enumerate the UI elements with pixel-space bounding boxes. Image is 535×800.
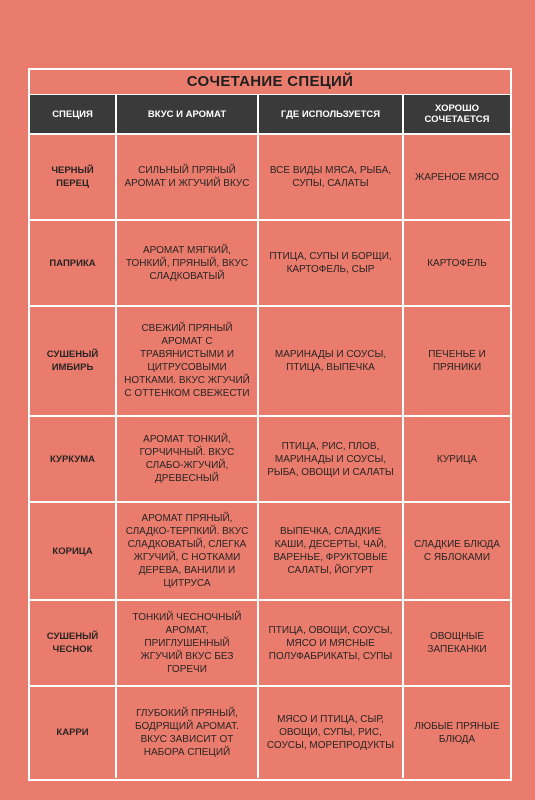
usage-cell: ПТИЦА, ОВОЩИ, СОУСЫ, МЯСО И МЯСНЫЕ ПОЛУФАБРИКАТЫ, СУПЫ bbox=[258, 600, 403, 686]
spice-name: КУРКУМА bbox=[30, 416, 116, 502]
table-row bbox=[30, 416, 510, 502]
spice-name: ЧЕРНЫЙ ПЕРЕЦ bbox=[30, 134, 116, 220]
pairs-cell: ПЕЧЕНЬЕ И ПРЯНИКИ bbox=[403, 306, 510, 416]
table-row bbox=[30, 686, 510, 778]
taste-cell: ТОНКИЙ ЧЕСНОЧНЫЙ АРОМАТ, ПРИГЛУШЕННЫЙ ЖГУЧИЙ ВКУС БЕЗ ГОРЕЧИ bbox=[116, 600, 258, 686]
table-row bbox=[30, 134, 510, 220]
usage-cell: ПТИЦА, РИС, ПЛОВ, МАРИНАДЫ И СОУСЫ, РЫБА, ОВОЩИ И САЛАТЫ bbox=[258, 416, 403, 502]
header-row bbox=[30, 95, 510, 134]
table-row bbox=[30, 220, 510, 306]
usage-cell: МЯСО И ПТИЦА, СЫР, ОВОЩИ, СУПЫ, РИС, СОУСЫ, МОРЕПРОДУКТЫ bbox=[258, 686, 403, 778]
taste-cell: СВЕЖИЙ ПРЯНЫЙ АРОМАТ С ТРАВЯНИСТЫМИ И ЦИТРУСОВЫМИ НОТКАМИ. ВКУС ЖГУЧИЙ С ОТТЕНКОМ СВЕЖЕСТИ bbox=[116, 306, 258, 416]
spice-table bbox=[30, 95, 510, 778]
pairs-cell: ЖАРЕНОЕ МЯСО bbox=[403, 134, 510, 220]
spice-name: КОРИЦА bbox=[30, 502, 116, 600]
spice-name: СУШЕНЫЙ ИМБИРЬ bbox=[30, 306, 116, 416]
taste-cell: АРОМАТ МЯГКИЙ, ТОНКИЙ, ПРЯНЫЙ, ВКУС СЛАДКОВАТЫЙ bbox=[116, 220, 258, 306]
usage-cell: ВЫПЕЧКА, СЛАДКИЕ КАШИ, ДЕСЕРТЫ, ЧАЙ, ВАРЕНЬЕ, ФРУКТОВЫЕ САЛАТЫ, ЙОГУРТ bbox=[258, 502, 403, 600]
header-spice: СПЕЦИЯ bbox=[30, 95, 116, 134]
table-title: СОЧЕТАНИЕ СПЕЦИЙ bbox=[30, 70, 510, 95]
spice-name: ПАПРИКА bbox=[30, 220, 116, 306]
pairs-cell: ОВОЩНЫЕ ЗАПЕКАНКИ bbox=[403, 600, 510, 686]
spice-table-frame bbox=[28, 68, 512, 781]
pairs-cell: КУРИЦА bbox=[403, 416, 510, 502]
spice-name: КАРРИ bbox=[30, 686, 116, 778]
usage-cell: ПТИЦА, СУПЫ И БОРЩИ, КАРТОФЕЛЬ, СЫР bbox=[258, 220, 403, 306]
table-row bbox=[30, 306, 510, 416]
taste-cell: СИЛЬНЫЙ ПРЯНЫЙ АРОМАТ И ЖГУЧИЙ ВКУС bbox=[116, 134, 258, 220]
pairs-cell: ЛЮБЫЕ ПРЯНЫЕ БЛЮДА bbox=[403, 686, 510, 778]
pairs-cell: КАРТОФЕЛЬ bbox=[403, 220, 510, 306]
table-row bbox=[30, 600, 510, 686]
header-usage: ГДЕ ИСПОЛЬЗУЕТСЯ bbox=[258, 95, 403, 134]
spice-name: СУШЕНЫЙ ЧЕСНОК bbox=[30, 600, 116, 686]
header-pairs: ХОРОШО СОЧЕТАЕТСЯ bbox=[403, 95, 510, 134]
taste-cell: ГЛУБОКИЙ ПРЯНЫЙ, БОДРЯЩИЙ АРОМАТ. ВКУС ЗАВИСИТ ОТ НАБОРА СПЕЦИЙ bbox=[116, 686, 258, 778]
usage-cell: ВСЕ ВИДЫ МЯСА, РЫБА, СУПЫ, САЛАТЫ bbox=[258, 134, 403, 220]
pairs-cell: СЛАДКИЕ БЛЮДА С ЯБЛОКАМИ bbox=[403, 502, 510, 600]
taste-cell: АРОМАТ ТОНКИЙ, ГОРЧИЧНЫЙ. ВКУС СЛАБО-ЖГУЧИЙ, ДРЕВЕСНЫЙ bbox=[116, 416, 258, 502]
usage-cell: МАРИНАДЫ И СОУСЫ, ПТИЦА, ВЫПЕЧКА bbox=[258, 306, 403, 416]
header-taste: ВКУС И АРОМАТ bbox=[116, 95, 258, 134]
taste-cell: АРОМАТ ПРЯНЫЙ, СЛАДКО-ТЕРПКИЙ. ВКУС СЛАДКОВАТЫЙ, СЛЕГКА ЖГУЧИЙ, С НОТКАМИ ДЕРЕВА, ВАНИЛИ И ЦИТРУСА bbox=[116, 502, 258, 600]
table-row bbox=[30, 502, 510, 600]
